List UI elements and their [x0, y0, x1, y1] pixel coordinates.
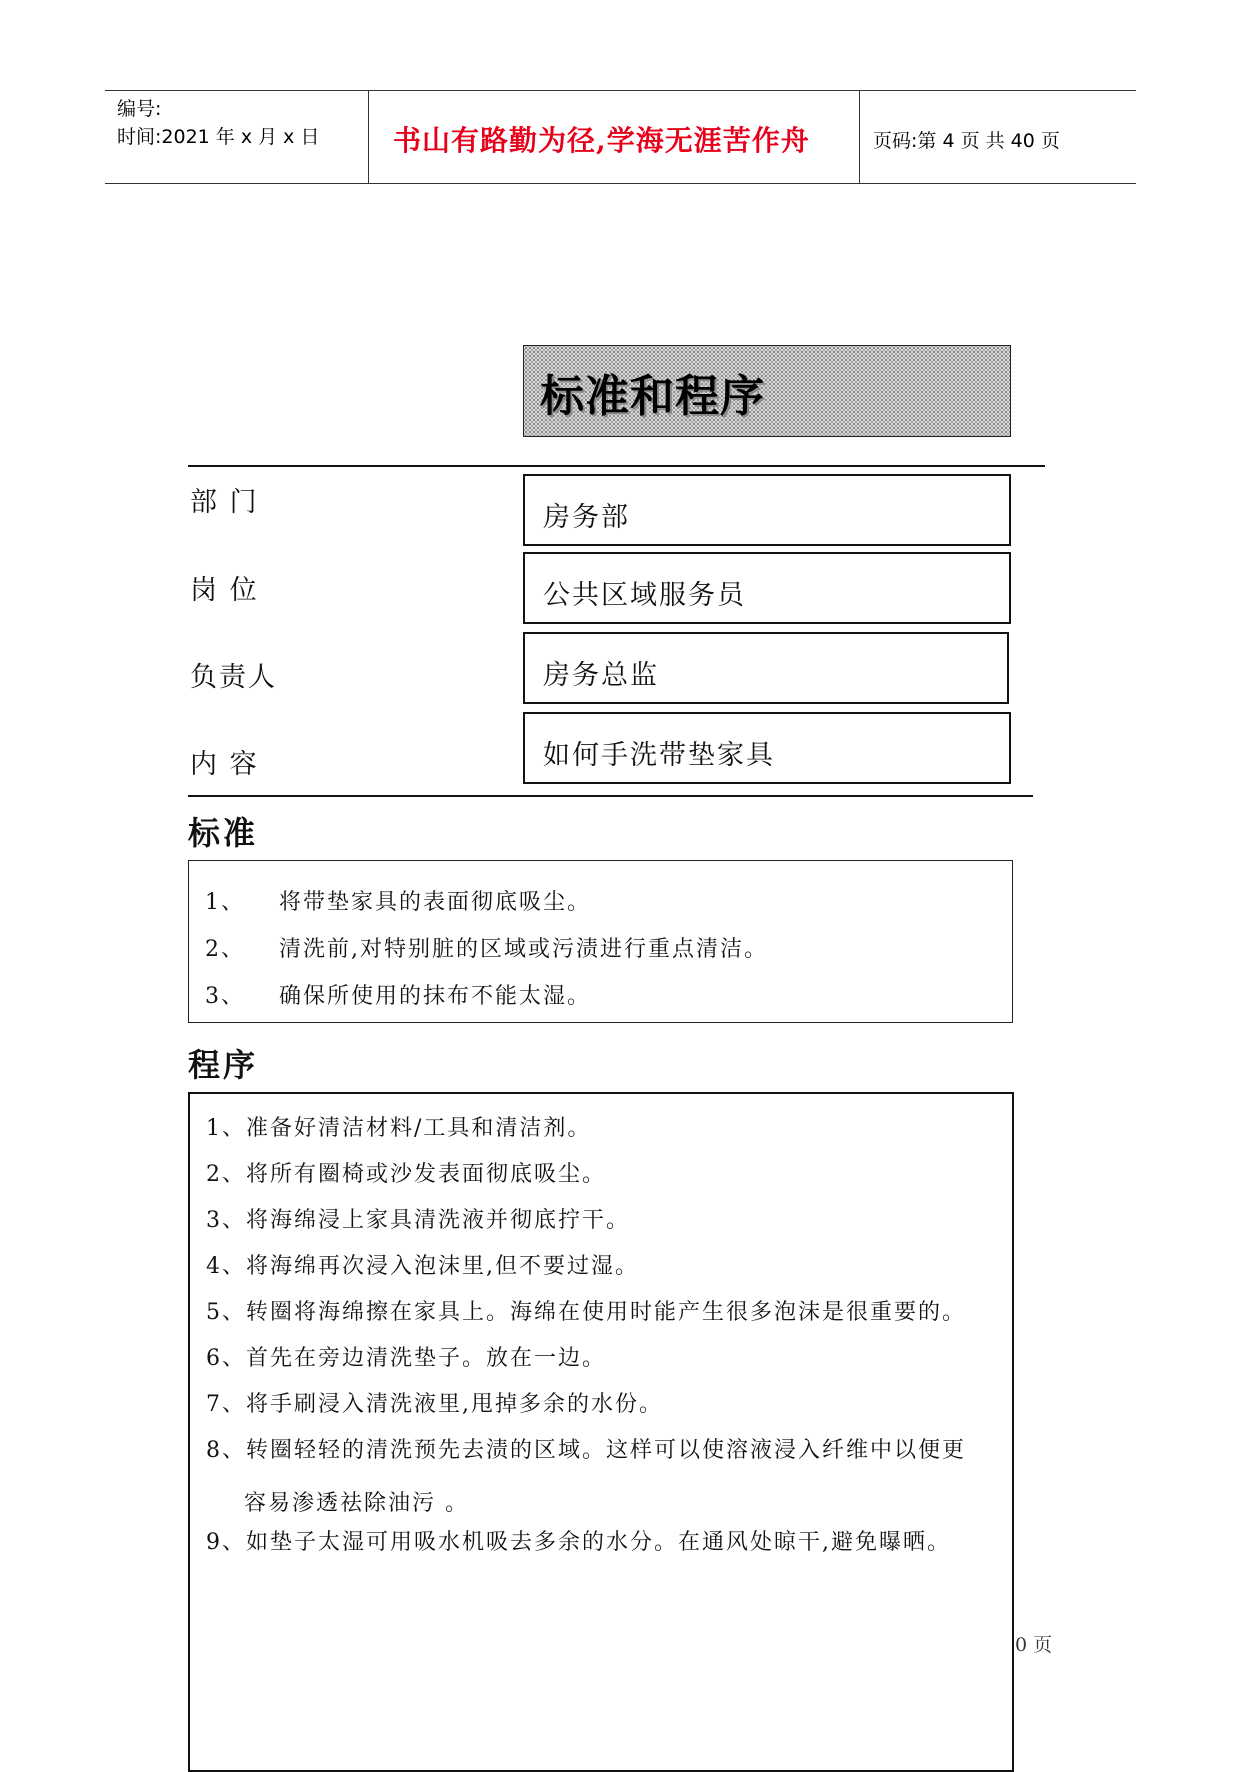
- page-title: 标准和程序: [540, 371, 765, 422]
- procedure-item: 5、转圈将海绵擦在家具上。海绵在使用时能产生很多泡沫是很重要的。: [206, 1300, 966, 1325]
- procedure-item: 9、如垫子太湿可用吸水机吸去多余的水分。在通风处晾干,避免曝晒。: [206, 1530, 951, 1555]
- fields-top-rule: [188, 465, 1045, 467]
- field-value-position: 公共区域服务员: [543, 580, 746, 611]
- page-code: 页码:第 4 页 共 40 页: [873, 130, 1060, 152]
- procedure-item: 7、将手刷浸入清洗液里,甩掉多余的水份。: [206, 1392, 663, 1417]
- doc-number-label: 编号:: [117, 98, 162, 120]
- fields-bottom-rule: [188, 795, 1033, 797]
- header-divider-left: [368, 90, 369, 183]
- field-label-position: 岗 位: [190, 575, 259, 606]
- field-value-content: 如何手洗带垫家具: [543, 740, 775, 771]
- header-bottom-rule: [105, 183, 1136, 184]
- procedures-heading: 程序: [188, 1046, 259, 1084]
- standard-item: 3、 确保所使用的抹布不能太湿。: [205, 984, 592, 1009]
- standard-item: 1、 将带垫家具的表面彻底吸尘。: [205, 890, 592, 915]
- field-box-responsible: [523, 632, 1009, 704]
- standards-heading: 标准: [188, 814, 259, 852]
- field-box-content: [523, 712, 1011, 784]
- field-value-responsible: 房务总监: [543, 660, 659, 691]
- field-label-content: 内 容: [190, 749, 259, 780]
- procedure-item: 6、首先在旁边清洗垫子。放在一边。: [206, 1346, 606, 1371]
- procedure-item: 4、将海绵再次浸入泡沫里,但不要过湿。: [206, 1254, 639, 1279]
- procedure-item: 8、转圈轻轻的清洗预先去渍的区域。这样可以使溶液浸入纤维中以便更: [206, 1438, 966, 1463]
- header-motto: 书山有路勤为径,学海无涯苦作舟: [393, 124, 810, 157]
- field-box-position: [523, 552, 1011, 624]
- header-top-rule: [105, 90, 1136, 91]
- procedure-item: 3、将海绵浸上家具清洗液并彻底拧干。: [206, 1208, 630, 1233]
- page-number-fragment: 0 页: [1015, 1634, 1053, 1656]
- field-label-responsible: 负责人: [190, 662, 277, 693]
- procedure-item: 1、准备好清洁材料/工具和清洁剂。: [206, 1116, 592, 1141]
- standard-item: 2、 清洗前,对特别脏的区域或污渍进行重点清洁。: [205, 937, 768, 962]
- title-box: [523, 345, 1011, 437]
- header-divider-right: [859, 90, 860, 183]
- field-value-department: 房务部: [543, 502, 630, 533]
- time-label: 时间:2021 年 x 月 x 日: [117, 126, 320, 148]
- procedure-item: 2、将所有圈椅或沙发表面彻底吸尘。: [206, 1162, 606, 1187]
- field-box-department: [523, 474, 1011, 546]
- procedures-box: [188, 1092, 1014, 1772]
- standards-box: [188, 860, 1013, 1023]
- field-label-department: 部 门: [190, 487, 259, 518]
- procedure-item-continuation: 容易渗透祛除油污 。: [244, 1491, 469, 1516]
